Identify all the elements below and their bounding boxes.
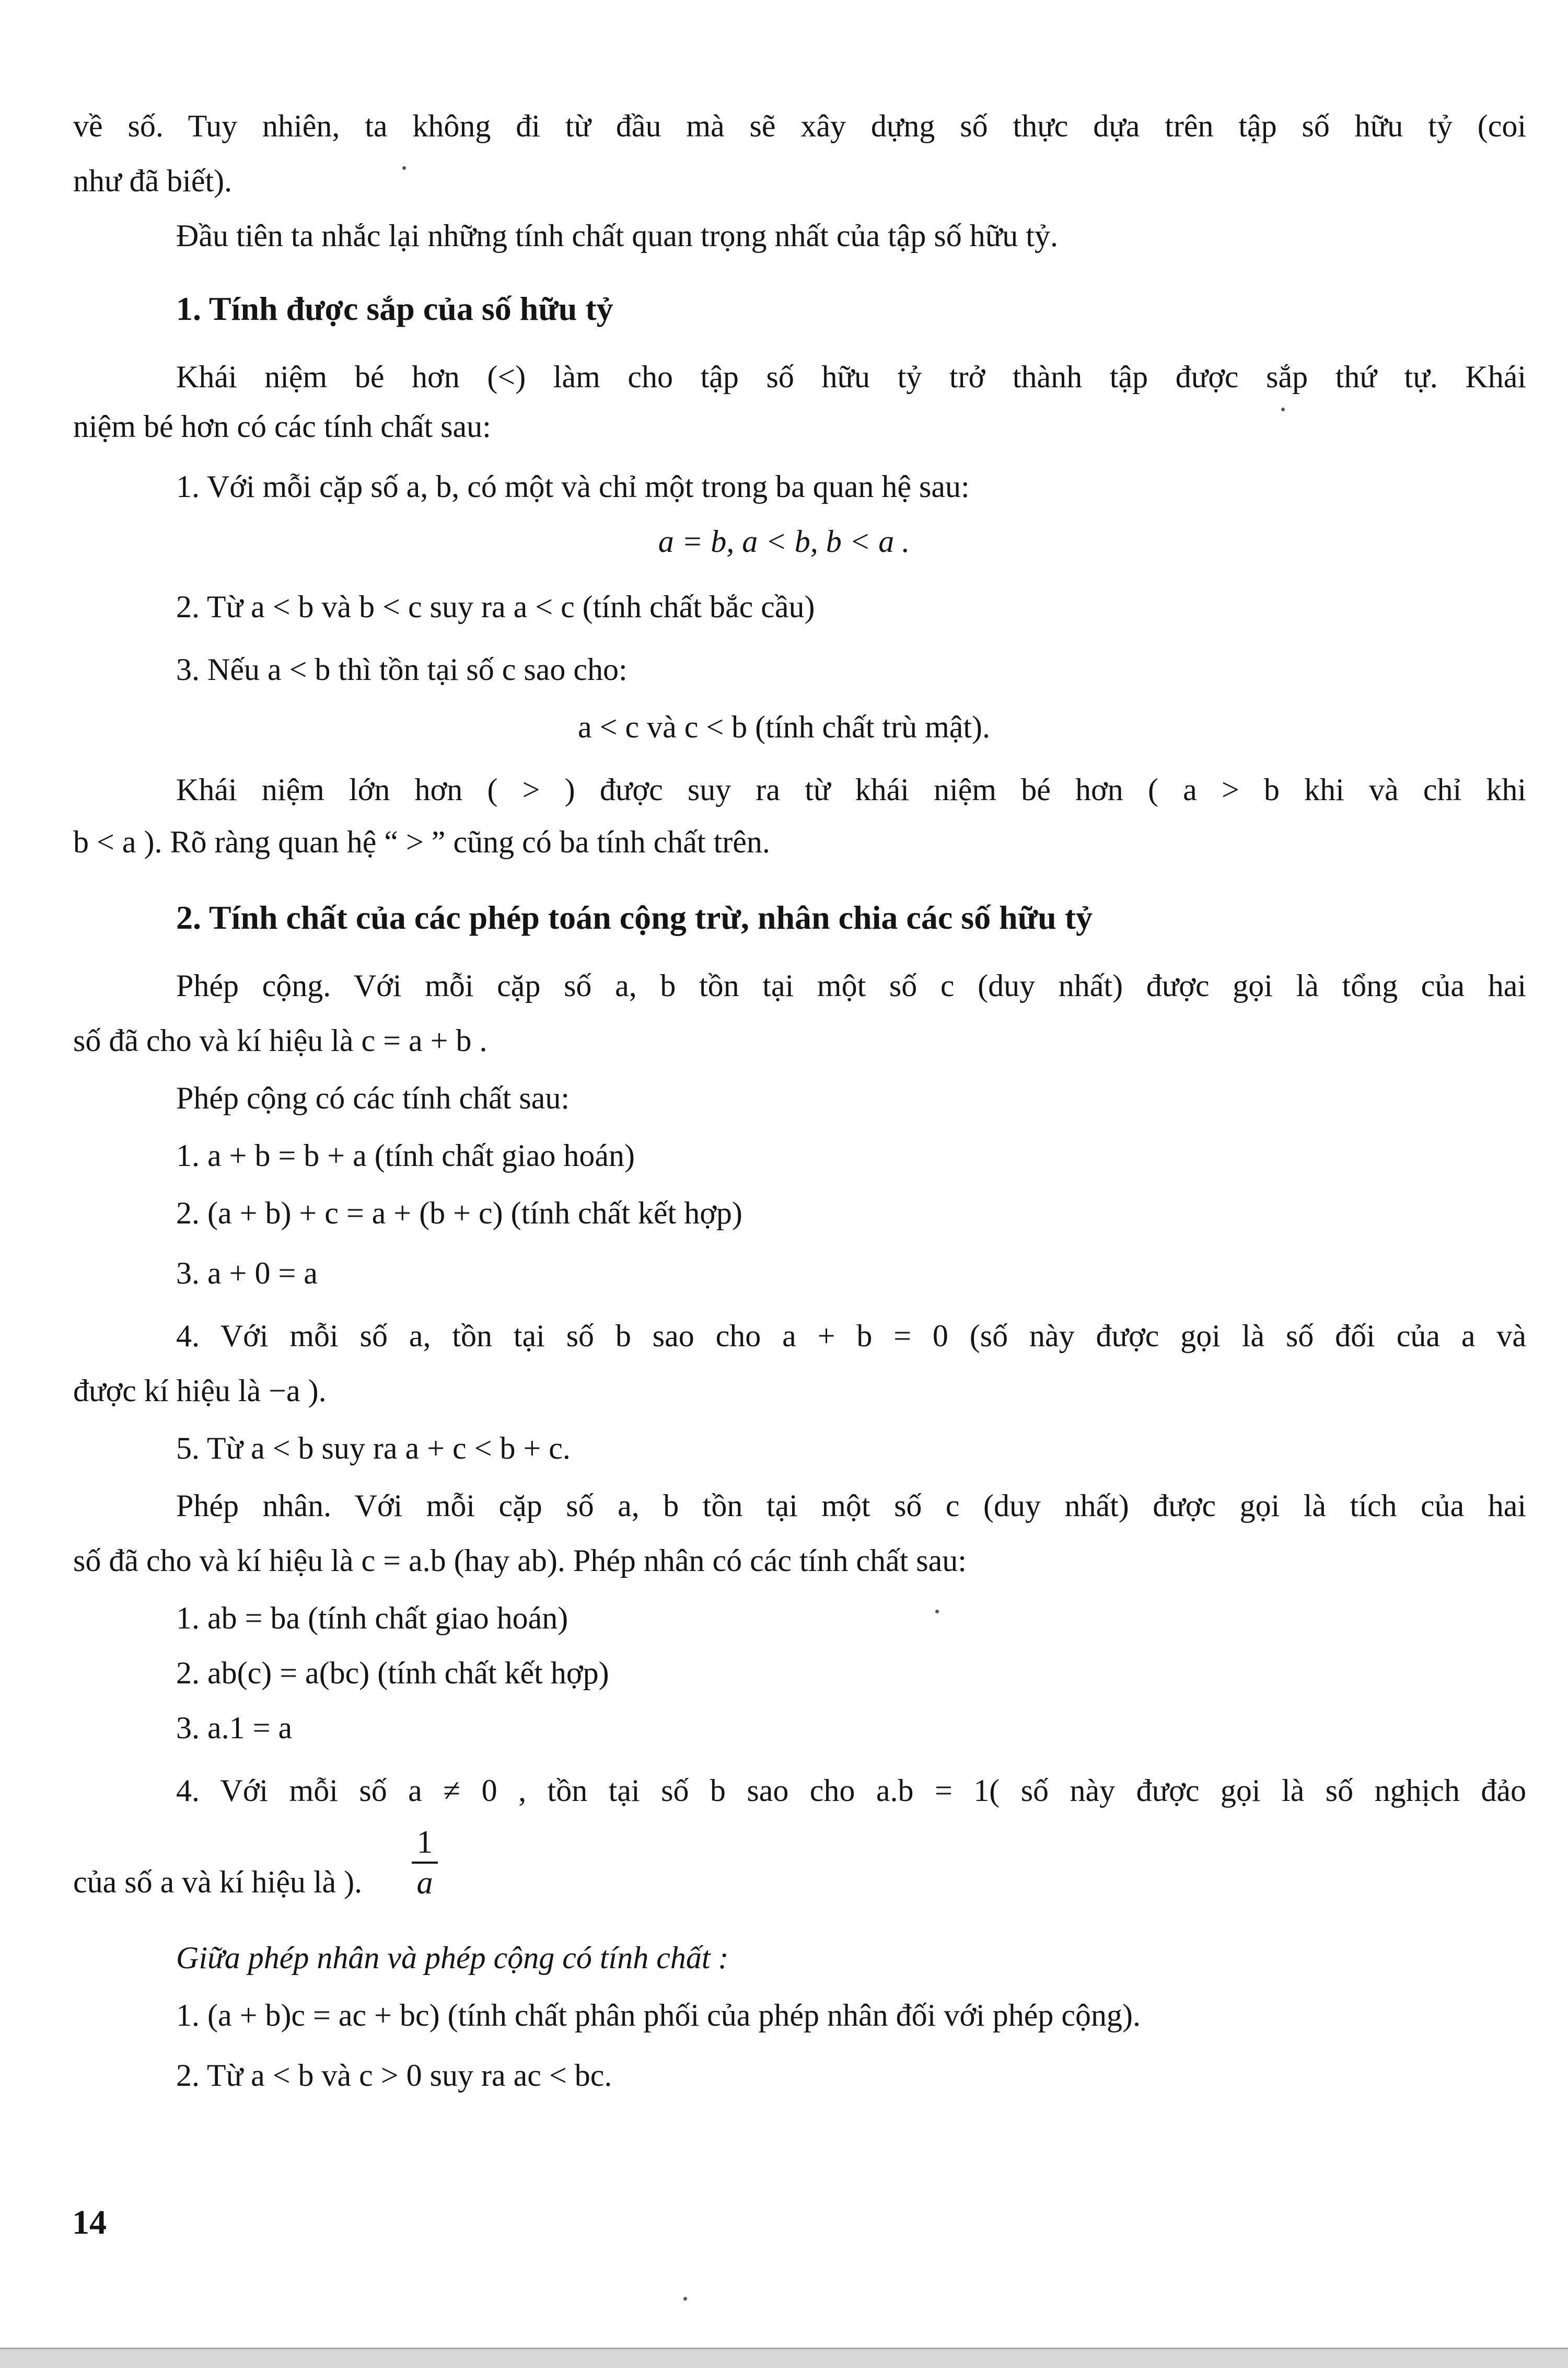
list-item: 2. Từ a < b và c > 0 suy ra ac < bc. (176, 2058, 612, 2093)
text-line: Khái niệm bé hơn (<) làm cho tập số hữu tỷ trở thành tập được sắp thứ tự. Khái (176, 360, 1526, 394)
fraction-denominator: a (416, 1865, 433, 1901)
text-line: số đã cho và kí hiệu là c = a.b (hay ab). Phép nhân có các tính chất sau: (73, 1543, 967, 1578)
list-item: 4. Với mỗi số a ≠ 0 , tồn tại số b sao cho a.b = 1( số này được gọi là số nghịch đảo (176, 1773, 1526, 1808)
text-line: số đã cho và kí hiệu là c = a + b . (73, 1023, 487, 1058)
list-item: 3. a + 0 = a (176, 1256, 318, 1290)
text-line: Phép nhân. Với mỗi cặp số a, b tồn tại một số c (duy nhất) được gọi là tích của hai (176, 1488, 1526, 1523)
text-line: b < a ). Rõ ràng quan hệ “ > ” cũng có ba tính chất trên. (73, 825, 770, 859)
text-line: về số. Tuy nhiên, ta không đi từ đầu mà sẽ xây dựng số thực dựa trên tập số hữu tỷ (coi (73, 109, 1526, 143)
formula: a < c và c < b (tính chất trù mật). (577, 710, 991, 744)
formula: a = b, a < b, b < a . (658, 524, 910, 559)
fraction-bar (412, 1862, 438, 1864)
text-line: Đầu tiên ta nhắc lại những tính chất quan trọng nhất của tập số hữu tỷ. (176, 218, 1058, 253)
fraction-one-over-a (412, 1824, 438, 1901)
text-line: của số a và kí hiệu là ). (73, 1865, 363, 1899)
list-item: 1. (a + b)c = ac + bc) (tính chất phân phối của phép nhân đối với phép cộng). (176, 1998, 1141, 2032)
list-item: 4. Với mỗi số a, tồn tại số b sao cho a + b = 0 (số này được gọi là số đối của a và (176, 1319, 1526, 1353)
list-item: 2. (a + b) + c = a + (b + c) (tính chất kết hợp) (176, 1196, 742, 1230)
list-item: 2. ab(c) = a(bc) (tính chất kết hợp) (176, 1656, 609, 1690)
text-line: Giữa phép nhân và phép cộng có tính chất : (176, 1940, 729, 1975)
list-item: 2. Từ a < b và b < c suy ra a < c (tính chất bắc cầu) (176, 590, 815, 624)
list-item: 3. a.1 = a (176, 1711, 293, 1745)
list-item: 5. Từ a < b suy ra a + c < b + c. (176, 1431, 571, 1465)
list-item: 1. a + b = b + a (tính chất giao hoán) (176, 1138, 635, 1173)
fraction-numerator: 1 (416, 1824, 433, 1860)
text-line: như đã biết). (73, 164, 233, 198)
list-item: 1. Với mỗi cặp số a, b, có một và chỉ một trong ba quan hệ sau: (176, 469, 970, 504)
scan-speck (402, 166, 406, 170)
scan-bottom-edge (0, 2348, 1568, 2368)
text-line: Phép cộng có các tính chất sau: (176, 1081, 570, 1115)
text-line: Phép cộng. Với mỗi cặp số a, b tồn tại một số c (duy nhất) được gọi là tổng của hai (176, 968, 1526, 1003)
page-number: 14 (72, 2203, 107, 2242)
scan-speck (935, 1610, 939, 1613)
scan-speck (1281, 408, 1285, 411)
section-heading-2: 2. Tính chất của các phép toán cộng trừ, nhân chia các số hữu tỷ (176, 899, 1093, 936)
section-heading-1: 1. Tính được sắp của số hữu tỷ (176, 290, 613, 327)
list-item: 1. ab = ba (tính chất giao hoán) (176, 1601, 568, 1635)
scan-speck (683, 2297, 687, 2301)
list-item: 3. Nếu a < b thì tồn tại số c sao cho: (176, 652, 628, 687)
text-line: được kí hiệu là −a ). (73, 1373, 327, 1408)
text-line: niệm bé hơn có các tính chất sau: (73, 409, 491, 444)
text-line: Khái niệm lớn hơn ( > ) được suy ra từ khái niệm bé hơn ( a > b khi và chỉ khi (176, 772, 1526, 807)
